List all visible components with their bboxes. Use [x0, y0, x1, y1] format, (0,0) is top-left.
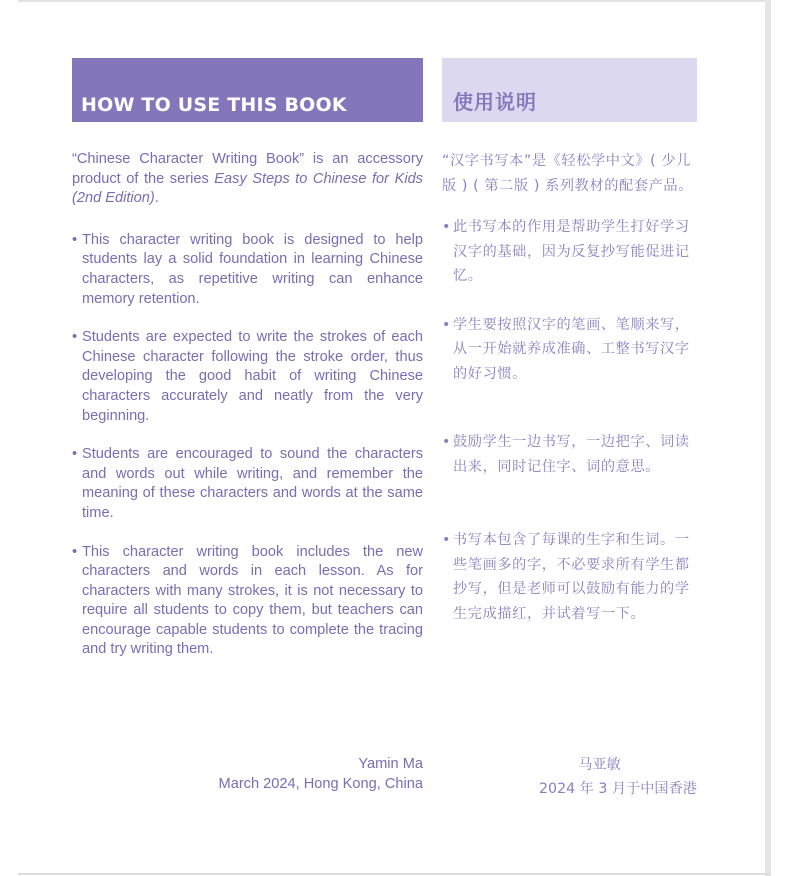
- chinese-signature: [442, 753, 697, 801]
- chinese-title: 使用说明: [453, 90, 537, 114]
- english-intro-text: “Chinese Character Writing Book” is an accessory product of the series: [72, 151, 423, 187]
- english-bullet-3: • Students are encouraged to sound the characters and words out while writing, and remember the meaning of these characters and words at the same time.: [72, 445, 423, 523]
- chinese-bullet-list: [442, 215, 697, 626]
- page-edge-bottom: [18, 873, 770, 875]
- english-signature-name: Yamin Ma: [358, 756, 423, 772]
- chinese-title-banner: [442, 58, 697, 122]
- english-title: HOW TO USE THIS BOOK: [81, 94, 347, 116]
- chinese-signature-name: 马亚敏: [578, 757, 621, 773]
- english-bullet-list: [72, 231, 423, 660]
- english-signature-date: March 2024, Hong Kong, China: [218, 776, 423, 792]
- english-signature: [72, 754, 423, 794]
- english-title-banner: [72, 58, 423, 122]
- chinese-bullet-1: • 此书写本的作用是帮助学生打好学习汉字的基础，因为反复抄写能促进记忆。: [442, 215, 697, 289]
- chinese-bullet-2: • 学生要按照汉字的笔画、笔顺来写，从一开始就养成准确、工整书写汉字的好习惯。: [442, 313, 697, 387]
- english-intro: [72, 150, 423, 209]
- english-intro-end: .: [154, 190, 159, 207]
- chinese-column: [442, 58, 697, 626]
- series-title: Easy Steps to Chinese for Kids (2nd Edition): [72, 170, 423, 207]
- english-bullet-2: • Students are expected to write the strokes of each Chinese character following the stroke order, thus developing the good habit of writing Chinese characters accurately and neatly from the very beginning.: [72, 328, 423, 426]
- english-column: [72, 58, 423, 660]
- english-bullet-4: • This character writing book includes the new characters and words in each lesson. As for characters with many strokes, it is not necessary to require all students to copy them, but teachers can encourage capable students to complete the tracing and try writing them.: [72, 543, 423, 661]
- chinese-bullet-4: • 书写本包含了每课的生字和生词。一些笔画多的字，不必要求所有学生都抄写，但是老师可以鼓励有能力的学生完成描红，并试着写一下。: [442, 528, 697, 626]
- chinese-intro: “汉字书写本”是《轻松学中文》( 少儿版 ) ( 第二版 ) 系列教材的配套产品。: [442, 153, 693, 194]
- english-bullet-1: • This character writing book is designed to help students lay a solid foundation in learning Chinese characters, as repetitive writing can enhance memory retention.: [72, 231, 423, 309]
- chinese-bullet-3: • 鼓励学生一边书写，一边把字、词读出来，同时记住字、词的意思。: [442, 430, 697, 479]
- page-edge-right: [765, 0, 771, 876]
- page-edge-top: [18, 0, 770, 2]
- chinese-signature-date: 2024 年 3 月于中国香港: [539, 781, 697, 797]
